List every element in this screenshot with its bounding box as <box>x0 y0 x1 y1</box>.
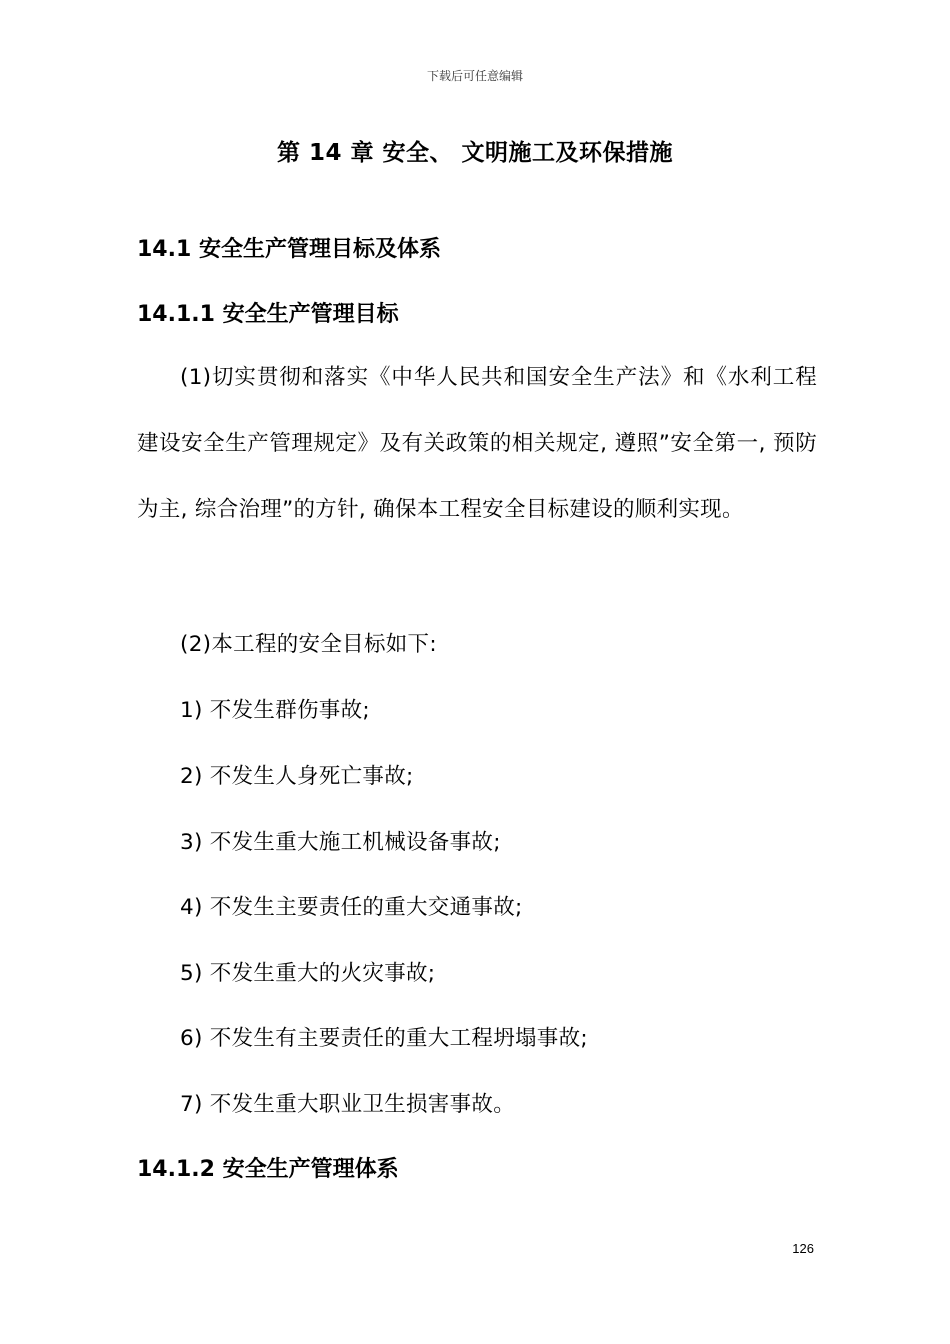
goal-item: 3) 不发生重大施工机械设备事故; <box>180 830 501 855</box>
section-heading-14-1-2: 14.1.2 安全生产管理体系 <box>137 1157 399 1182</box>
section-heading-14-1: 14.1 安全生产管理目标及体系 <box>137 237 441 262</box>
goal-item: 4) 不发生主要责任的重大交通事故; <box>180 895 523 920</box>
paragraph-safety-policy: (1)切实贯彻和落实《中华人民共和国安全生产法》和《水利工程建设安全生产管理规定》及有关政策的相关规定, 遵照”安全第一, 预防为主, 综合治理”的方针, 确保本工程安全目标建设的顺利实现。 <box>137 365 817 522</box>
header-note: 下载后可任意编辑 <box>426 69 523 83</box>
paragraph-goals-intro: (2)本工程的安全目标如下: <box>180 632 437 657</box>
goal-item: 5) 不发生重大的火灾事故; <box>180 961 436 986</box>
section-heading-14-1-1: 14.1.1 安全生产管理目标 <box>137 302 399 327</box>
goal-item: 7) 不发生重大职业卫生损害事故。 <box>180 1092 516 1117</box>
goal-item: 6) 不发生有主要责任的重大工程坍塌事故; <box>180 1026 588 1051</box>
goal-item: 2) 不发生人身死亡事故; <box>180 764 414 789</box>
chapter-title: 第 14 章 安全、 文明施工及环保措施 <box>276 140 674 166</box>
page-number: 126 <box>792 1241 814 1256</box>
goal-item: 1) 不发生群伤事故; <box>180 698 370 723</box>
